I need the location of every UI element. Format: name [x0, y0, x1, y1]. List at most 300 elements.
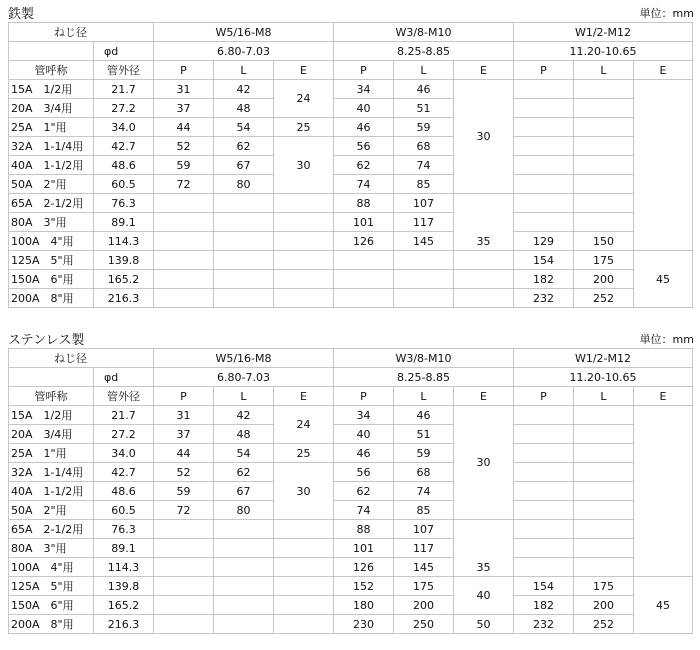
g2-p: 230 — [334, 615, 394, 634]
pipe-od: 21.7 — [94, 80, 154, 99]
g3-p: 154 — [514, 577, 574, 596]
group-thread: W5/16-M8 — [154, 349, 334, 368]
od-label: 管外径 — [94, 387, 154, 406]
header-row-thread — [9, 23, 693, 42]
g1-e — [274, 577, 334, 596]
col-e: E — [274, 61, 334, 80]
table-row — [9, 577, 693, 596]
section-header — [0, 326, 700, 348]
g2-l: 59 — [394, 444, 454, 463]
col-p: P — [154, 61, 214, 80]
unit-label: 単位：mm — [639, 7, 694, 20]
section-steel — [0, 0, 700, 305]
col-p: P — [334, 61, 394, 80]
g1-l: 67 — [214, 156, 274, 175]
group-thread: W5/16-M8 — [154, 23, 334, 42]
pipe-od: 216.3 — [94, 289, 154, 308]
g3-l — [574, 520, 634, 539]
g2-l: 59 — [394, 118, 454, 137]
g1-p — [154, 251, 214, 270]
header-row-range — [9, 42, 693, 61]
pipe-name: 20A 3/4用 — [9, 99, 94, 118]
thread-label: ねじ径 — [9, 349, 154, 368]
phi-label: φd — [94, 368, 154, 387]
g1-l — [214, 539, 274, 558]
g1-l — [214, 558, 274, 577]
table-row — [9, 615, 693, 634]
header-row-thread — [9, 349, 693, 368]
pipe-name: 25A 1"用 — [9, 444, 94, 463]
thread-label: ねじ径 — [9, 23, 154, 42]
g1-l — [214, 213, 274, 232]
g1-l: 54 — [214, 444, 274, 463]
col-l: L — [214, 61, 274, 80]
g1-l — [214, 232, 274, 251]
table-row — [9, 406, 693, 425]
table-row — [9, 289, 693, 308]
g3-e — [634, 406, 693, 577]
pipe-od: 27.2 — [94, 425, 154, 444]
g2-l: 117 — [394, 213, 454, 232]
g3-p — [514, 425, 574, 444]
g1-e — [274, 596, 334, 615]
pipe-od: 21.7 — [94, 406, 154, 425]
g1-p — [154, 232, 214, 251]
g1-p — [154, 539, 214, 558]
table-row — [9, 194, 693, 213]
g3-l — [574, 175, 634, 194]
g3-e: 45 — [634, 251, 693, 308]
g2-p: 40 — [334, 99, 394, 118]
g2-e: 35 — [454, 520, 514, 577]
g2-p: 101 — [334, 213, 394, 232]
g2-e — [454, 251, 514, 270]
g3-l: 150 — [574, 232, 634, 251]
g1-p: 52 — [154, 463, 214, 482]
g2-l: 107 — [394, 194, 454, 213]
group-thread: W3/8-M10 — [334, 23, 514, 42]
header-row-cols — [9, 387, 693, 406]
g3-l — [574, 118, 634, 137]
g3-p — [514, 482, 574, 501]
g2-p: 88 — [334, 520, 394, 539]
g2-l: 68 — [394, 463, 454, 482]
header-row-cols — [9, 61, 693, 80]
g1-l: 42 — [214, 80, 274, 99]
g2-l: 74 — [394, 156, 454, 175]
g1-e — [274, 194, 334, 213]
g2-p: 126 — [334, 558, 394, 577]
g1-e — [274, 520, 334, 539]
g1-e — [274, 289, 334, 308]
g1-e: 24 — [274, 80, 334, 118]
g2-l: 107 — [394, 520, 454, 539]
col-l: L — [574, 387, 634, 406]
g3-l — [574, 482, 634, 501]
section-stainless — [0, 326, 700, 631]
pipe-name: 150A 6"用 — [9, 270, 94, 289]
g3-l — [574, 558, 634, 577]
g3-p — [514, 137, 574, 156]
g2-l: 85 — [394, 501, 454, 520]
pipe-name: 200A 8"用 — [9, 615, 94, 634]
g1-p: 37 — [154, 425, 214, 444]
col-p: P — [514, 61, 574, 80]
section-header — [0, 0, 700, 22]
g1-l: 48 — [214, 425, 274, 444]
table-row — [9, 463, 693, 482]
g1-l — [214, 194, 274, 213]
g2-p — [334, 289, 394, 308]
pipe-name: 150A 6"用 — [9, 596, 94, 615]
col-l: L — [394, 387, 454, 406]
g3-l: 175 — [574, 251, 634, 270]
g2-p: 74 — [334, 501, 394, 520]
col-e: E — [454, 61, 514, 80]
g1-e — [274, 558, 334, 577]
table-row — [9, 137, 693, 156]
g1-l: 62 — [214, 137, 274, 156]
g1-e: 25 — [274, 118, 334, 137]
g3-e — [634, 80, 693, 251]
table-row — [9, 558, 693, 577]
g1-e — [274, 213, 334, 232]
g1-e — [274, 251, 334, 270]
pipe-od: 60.5 — [94, 501, 154, 520]
g1-l — [214, 615, 274, 634]
g3-p — [514, 194, 574, 213]
g3-p — [514, 463, 574, 482]
g2-l: 74 — [394, 482, 454, 501]
group-range: 6.80-7.03 — [154, 368, 334, 387]
g3-l — [574, 463, 634, 482]
pipe-od: 165.2 — [94, 596, 154, 615]
pipe-od: 48.6 — [94, 482, 154, 501]
section-title: ステンレス製 — [8, 333, 85, 348]
table-row — [9, 596, 693, 615]
g1-l: 42 — [214, 406, 274, 425]
g1-p — [154, 270, 214, 289]
g1-p — [154, 194, 214, 213]
g3-l: 175 — [574, 577, 634, 596]
g2-l — [394, 251, 454, 270]
g2-e — [454, 270, 514, 289]
g3-l — [574, 137, 634, 156]
pipe-od: 76.3 — [94, 194, 154, 213]
g2-e: 35 — [454, 194, 514, 251]
table-row — [9, 444, 693, 463]
col-p: P — [154, 387, 214, 406]
pipe-name: 40A 1-1/2用 — [9, 156, 94, 175]
table-row — [9, 156, 693, 175]
g1-e — [274, 615, 334, 634]
pipe-name: 125A 5"用 — [9, 251, 94, 270]
g2-p: 34 — [334, 406, 394, 425]
pipe-name: 20A 3/4用 — [9, 425, 94, 444]
g1-l: 62 — [214, 463, 274, 482]
g2-l: 117 — [394, 539, 454, 558]
col-e: E — [634, 387, 693, 406]
pipe-name: 65A 2-1/2用 — [9, 194, 94, 213]
spec-table-stainless — [8, 348, 693, 634]
g2-l: 46 — [394, 406, 454, 425]
phi-label: φd — [94, 42, 154, 61]
g1-p — [154, 213, 214, 232]
g3-l: 252 — [574, 289, 634, 308]
g1-e: 30 — [274, 463, 334, 520]
g2-p: 180 — [334, 596, 394, 615]
group-range: 6.80-7.03 — [154, 42, 334, 61]
g1-l: 48 — [214, 99, 274, 118]
g3-p: 182 — [514, 270, 574, 289]
g3-l — [574, 194, 634, 213]
g1-l: 80 — [214, 501, 274, 520]
g1-p — [154, 577, 214, 596]
g2-l: 250 — [394, 615, 454, 634]
g2-l: 46 — [394, 80, 454, 99]
g2-p: 74 — [334, 175, 394, 194]
group-thread: W3/8-M10 — [334, 349, 514, 368]
g3-p — [514, 444, 574, 463]
g3-l: 252 — [574, 615, 634, 634]
g1-l: 54 — [214, 118, 274, 137]
g1-p: 59 — [154, 482, 214, 501]
g1-p: 44 — [154, 118, 214, 137]
pipe-od: 42.7 — [94, 137, 154, 156]
g3-p — [514, 175, 574, 194]
od-label: 管外径 — [94, 61, 154, 80]
g1-p: 72 — [154, 175, 214, 194]
g3-l — [574, 406, 634, 425]
g3-p: 129 — [514, 232, 574, 251]
g2-l: 51 — [394, 425, 454, 444]
pipe-name: 32A 1-1/4用 — [9, 137, 94, 156]
pipe-od: 42.7 — [94, 463, 154, 482]
pipe-name: 15A 1/2用 — [9, 406, 94, 425]
g2-p: 56 — [334, 137, 394, 156]
pipe-name: 80A 3"用 — [9, 213, 94, 232]
header-row-range — [9, 368, 693, 387]
g2-l — [394, 289, 454, 308]
g1-p: 72 — [154, 501, 214, 520]
g2-p: 62 — [334, 156, 394, 175]
col-p: P — [334, 387, 394, 406]
pipe-od: 114.3 — [94, 558, 154, 577]
g3-l — [574, 501, 634, 520]
pipe-name: 40A 1-1/2用 — [9, 482, 94, 501]
g1-l: 80 — [214, 175, 274, 194]
pipe-name: 15A 1/2用 — [9, 80, 94, 99]
g2-e: 50 — [454, 615, 514, 634]
g3-l — [574, 80, 634, 99]
g2-l: 145 — [394, 558, 454, 577]
table-row — [9, 118, 693, 137]
col-l: L — [214, 387, 274, 406]
table-row — [9, 232, 693, 251]
group-range: 8.25-8.85 — [334, 42, 514, 61]
g1-e — [274, 539, 334, 558]
g1-p — [154, 615, 214, 634]
g3-e: 45 — [634, 577, 693, 634]
g1-e: 25 — [274, 444, 334, 463]
pipe-name: 50A 2"用 — [9, 175, 94, 194]
pipe-od: 89.1 — [94, 213, 154, 232]
pipe-od: 34.0 — [94, 444, 154, 463]
g3-p — [514, 558, 574, 577]
g3-p: 154 — [514, 251, 574, 270]
g2-e: 30 — [454, 406, 514, 520]
g3-l — [574, 213, 634, 232]
g2-p: 152 — [334, 577, 394, 596]
pipe-name: 65A 2-1/2用 — [9, 520, 94, 539]
pipe-name: 200A 8"用 — [9, 289, 94, 308]
g1-l — [214, 520, 274, 539]
pipe-od: 34.0 — [94, 118, 154, 137]
table-row — [9, 80, 693, 99]
g3-l — [574, 444, 634, 463]
g2-p: 101 — [334, 539, 394, 558]
g3-p — [514, 501, 574, 520]
g1-p — [154, 596, 214, 615]
g3-p — [514, 156, 574, 175]
group-thread: W1/2-M12 — [514, 23, 693, 42]
g1-p — [154, 558, 214, 577]
col-e: E — [274, 387, 334, 406]
table-row — [9, 425, 693, 444]
g1-l — [214, 251, 274, 270]
col-l: L — [394, 61, 454, 80]
table-row — [9, 520, 693, 539]
g2-p: 34 — [334, 80, 394, 99]
section-title: 鉄製 — [8, 7, 35, 22]
pipe-od: 165.2 — [94, 270, 154, 289]
g1-p: 37 — [154, 99, 214, 118]
group-range: 8.25-8.85 — [334, 368, 514, 387]
pipe-od: 89.1 — [94, 539, 154, 558]
g2-l: 145 — [394, 232, 454, 251]
table-row — [9, 213, 693, 232]
g1-l — [214, 289, 274, 308]
pipe-od: 139.8 — [94, 577, 154, 596]
g2-p: 62 — [334, 482, 394, 501]
g3-l — [574, 425, 634, 444]
g3-p: 232 — [514, 615, 574, 634]
g2-l: 51 — [394, 99, 454, 118]
g1-p: 52 — [154, 137, 214, 156]
table-row — [9, 501, 693, 520]
g3-p — [514, 118, 574, 137]
g2-p: 56 — [334, 463, 394, 482]
table-row — [9, 99, 693, 118]
pipe-name: 100A 4"用 — [9, 232, 94, 251]
g3-p — [514, 99, 574, 118]
g3-l — [574, 156, 634, 175]
pipe-name: 25A 1"用 — [9, 118, 94, 137]
g1-e — [274, 232, 334, 251]
pipe-label: 管呼称 — [9, 387, 94, 406]
g2-p — [334, 270, 394, 289]
unit-label: 単位：mm — [639, 333, 694, 346]
pipe-od: 139.8 — [94, 251, 154, 270]
table-row — [9, 251, 693, 270]
g2-l: 175 — [394, 577, 454, 596]
g3-l — [574, 99, 634, 118]
group-range: 11.20-10.65 — [514, 42, 693, 61]
g3-p — [514, 213, 574, 232]
g1-e — [274, 270, 334, 289]
g2-e: 30 — [454, 80, 514, 194]
g2-e — [454, 289, 514, 308]
g2-p: 46 — [334, 444, 394, 463]
g3-p — [514, 539, 574, 558]
g2-l — [394, 270, 454, 289]
g3-l — [574, 539, 634, 558]
g1-l — [214, 577, 274, 596]
pipe-od: 60.5 — [94, 175, 154, 194]
g1-p: 59 — [154, 156, 214, 175]
g1-l — [214, 270, 274, 289]
table-row — [9, 539, 693, 558]
table-row — [9, 482, 693, 501]
g1-l — [214, 596, 274, 615]
g3-l: 200 — [574, 270, 634, 289]
g3-l: 200 — [574, 596, 634, 615]
table-row — [9, 270, 693, 289]
pipe-name: 125A 5"用 — [9, 577, 94, 596]
pipe-name: 100A 4"用 — [9, 558, 94, 577]
g2-p: 40 — [334, 425, 394, 444]
col-e: E — [454, 387, 514, 406]
g2-l: 200 — [394, 596, 454, 615]
g3-p — [514, 406, 574, 425]
g2-p — [334, 251, 394, 270]
pipe-od: 76.3 — [94, 520, 154, 539]
g1-e: 30 — [274, 137, 334, 194]
g2-l: 85 — [394, 175, 454, 194]
g2-p: 126 — [334, 232, 394, 251]
col-e: E — [634, 61, 693, 80]
spec-table-steel — [8, 22, 693, 308]
pipe-name: 32A 1-1/4用 — [9, 463, 94, 482]
group-range: 11.20-10.65 — [514, 368, 693, 387]
g1-l: 67 — [214, 482, 274, 501]
pipe-od: 216.3 — [94, 615, 154, 634]
pipe-name: 50A 2"用 — [9, 501, 94, 520]
table-row — [9, 175, 693, 194]
pipe-od: 114.3 — [94, 232, 154, 251]
pipe-od: 48.6 — [94, 156, 154, 175]
g1-p — [154, 289, 214, 308]
g2-e: 40 — [454, 577, 514, 615]
g3-p — [514, 80, 574, 99]
g2-p: 88 — [334, 194, 394, 213]
g1-p: 44 — [154, 444, 214, 463]
pipe-label: 管呼称 — [9, 61, 94, 80]
g2-p: 46 — [334, 118, 394, 137]
g3-p: 182 — [514, 596, 574, 615]
g1-p: 31 — [154, 80, 214, 99]
g2-l: 68 — [394, 137, 454, 156]
g3-p — [514, 520, 574, 539]
col-p: P — [514, 387, 574, 406]
group-thread: W1/2-M12 — [514, 349, 693, 368]
g1-e: 24 — [274, 406, 334, 444]
col-l: L — [574, 61, 634, 80]
pipe-name: 80A 3"用 — [9, 539, 94, 558]
g3-p: 232 — [514, 289, 574, 308]
pipe-od: 27.2 — [94, 99, 154, 118]
g1-p — [154, 520, 214, 539]
